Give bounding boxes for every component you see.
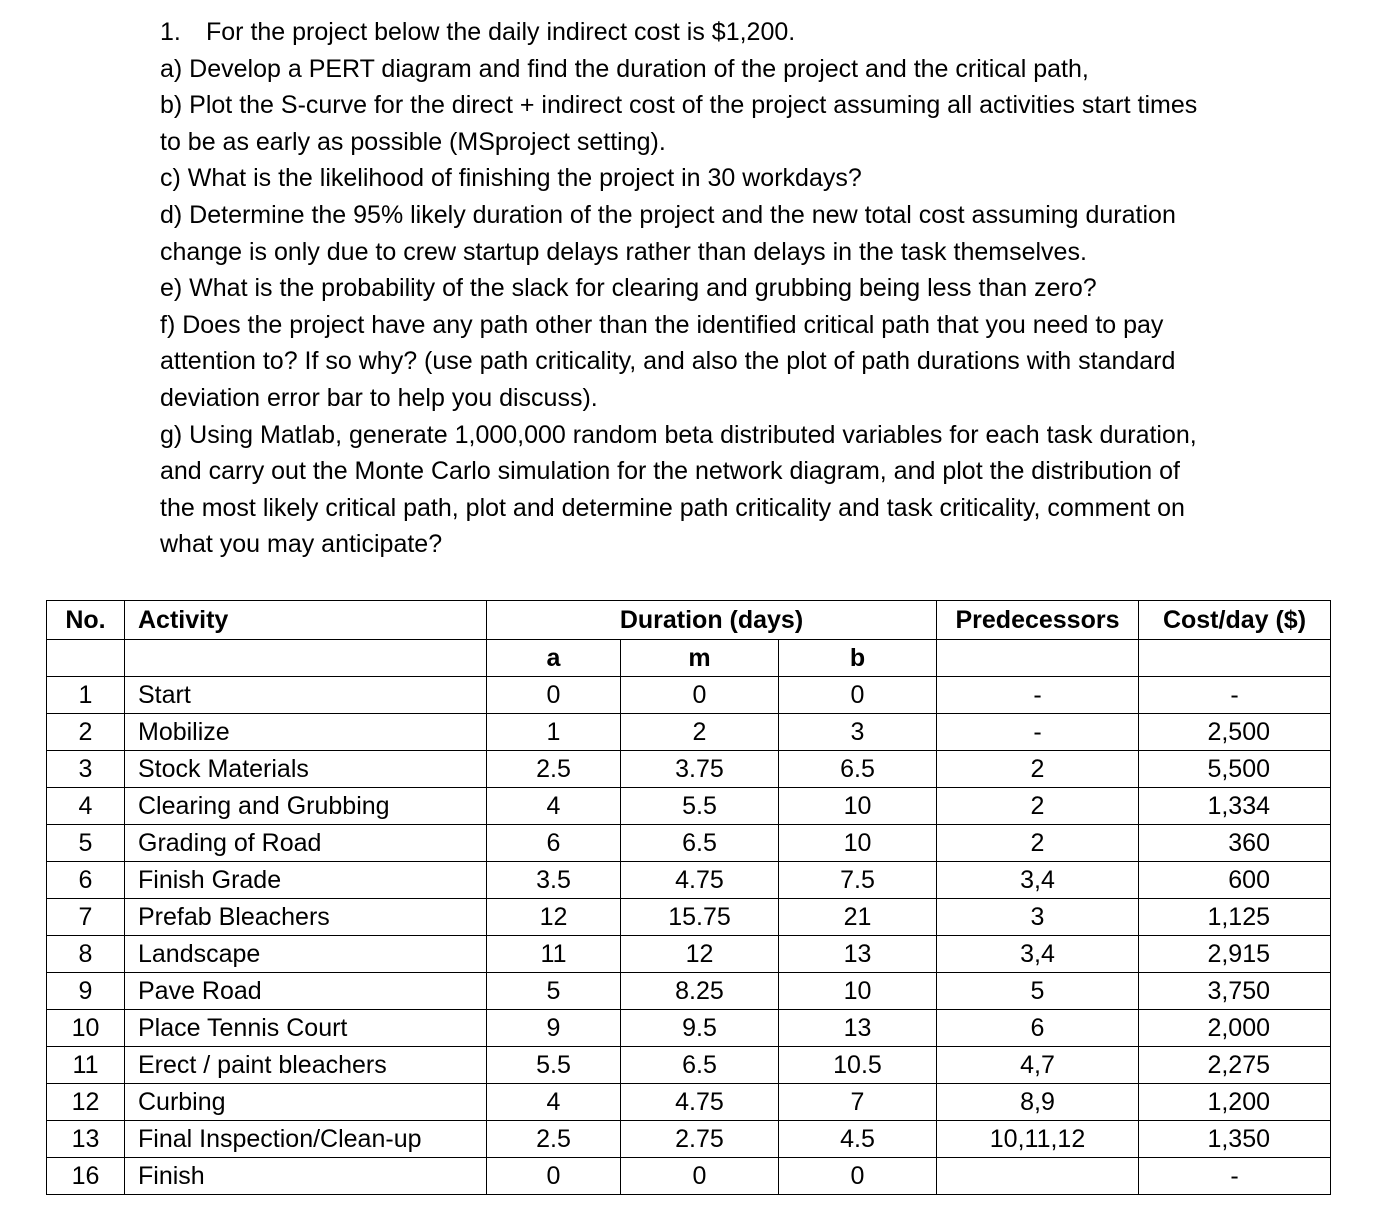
- cell-a: 6: [487, 825, 621, 862]
- cell-m: 3.75: [621, 751, 779, 788]
- cell-no: 2: [47, 714, 125, 751]
- subheader-blank: [1139, 640, 1331, 677]
- cell-a: 0: [487, 1158, 621, 1195]
- cell-cost: 5,500: [1139, 751, 1331, 788]
- table-row: [47, 973, 1331, 1010]
- cell-no: 4: [47, 788, 125, 825]
- cell-activity: Grading of Road: [125, 825, 487, 862]
- cell-activity: Finish Grade: [125, 862, 487, 899]
- cell-m: 12: [621, 936, 779, 973]
- header-no: No.: [47, 601, 125, 640]
- cell-b: 7: [779, 1084, 937, 1121]
- cell-cost: -: [1139, 1158, 1331, 1195]
- problem-line: deviation error bar to help you discuss).: [160, 383, 598, 412]
- header-predecessors: Predecessors: [937, 601, 1139, 640]
- problem-line: change is only due to crew startup delays rather than delays in the task themselves.: [160, 237, 1087, 266]
- cell-a: 5: [487, 973, 621, 1010]
- table-row: [47, 714, 1331, 751]
- table-row: [47, 1121, 1331, 1158]
- cell-activity: Prefab Bleachers: [125, 899, 487, 936]
- problem-line: to be as early as possible (MSproject setting).: [160, 127, 666, 156]
- cell-b: 21: [779, 899, 937, 936]
- cell-no: 16: [47, 1158, 125, 1195]
- subheader-a: a: [487, 640, 621, 677]
- cell-a: 2.5: [487, 751, 621, 788]
- header-activity: Activity: [125, 601, 487, 640]
- cell-a: 4: [487, 788, 621, 825]
- cell-predecessors: 8,9: [937, 1084, 1139, 1121]
- problem-number: 1.: [160, 18, 181, 46]
- cell-a: 12: [487, 899, 621, 936]
- table-row: [47, 677, 1331, 714]
- cell-predecessors: 3,4: [937, 862, 1139, 899]
- cell-activity: Landscape: [125, 936, 487, 973]
- problem-line: what you may anticipate?: [160, 530, 443, 559]
- cell-no: 1: [47, 677, 125, 714]
- cell-m: 0: [621, 1158, 779, 1195]
- table-row: [47, 1010, 1331, 1047]
- cell-no: 11: [47, 1047, 125, 1084]
- cell-m: 2: [621, 714, 779, 751]
- cell-cost: 1,125: [1139, 899, 1331, 936]
- cell-b: 3: [779, 714, 937, 751]
- cell-cost: 3,750: [1139, 973, 1331, 1010]
- cell-cost: -: [1139, 677, 1331, 714]
- cell-m: 15.75: [621, 899, 779, 936]
- subheader-blank: [125, 640, 487, 677]
- header-duration: Duration (days): [487, 601, 937, 640]
- cell-activity: Start: [125, 677, 487, 714]
- table-row: [47, 1084, 1331, 1121]
- cell-predecessors: -: [937, 677, 1139, 714]
- cell-predecessors: 2: [937, 788, 1139, 825]
- cell-predecessors: -: [937, 714, 1139, 751]
- table-row: [47, 1047, 1331, 1084]
- activity-table: [46, 600, 1331, 1195]
- cell-m: 9.5: [621, 1010, 779, 1047]
- cell-m: 8.25: [621, 973, 779, 1010]
- problem-line: e) What is the probability of the slack for clearing and grubbing being less than zero?: [160, 274, 1097, 303]
- subheader-blank: [47, 640, 125, 677]
- problem-line: the most likely critical path, plot and determine path criticality and task criticality, comment on: [160, 493, 1185, 522]
- cell-m: 0: [621, 677, 779, 714]
- problem-line: f) Does the project have any path other than the identified critical path that you need to pay: [160, 310, 1164, 339]
- cell-no: 12: [47, 1084, 125, 1121]
- cell-b: 13: [779, 936, 937, 973]
- cell-cost: 1,350: [1139, 1121, 1331, 1158]
- cell-no: 3: [47, 751, 125, 788]
- cell-no: 8: [47, 936, 125, 973]
- problem-intro: For the project below the daily indirect cost is $1,200.: [206, 18, 796, 46]
- problem-line: attention to? If so why? (use path criticality, and also the plot of path durations with standard: [160, 347, 1176, 376]
- subheader-blank: [937, 640, 1139, 677]
- cell-m: 4.75: [621, 1084, 779, 1121]
- table-body: [47, 677, 1331, 1195]
- cell-activity: Stock Materials: [125, 751, 487, 788]
- cell-no: 13: [47, 1121, 125, 1158]
- problem-line: and carry out the Monte Carlo simulation for the network diagram, and plot the distribution of: [160, 457, 1180, 486]
- cell-a: 1: [487, 714, 621, 751]
- cell-a: 5.5: [487, 1047, 621, 1084]
- cell-cost: 600: [1139, 862, 1331, 899]
- problem-heading: [160, 14, 1330, 51]
- problem-line: c) What is the likelihood of finishing the project in 30 workdays?: [160, 164, 862, 193]
- cell-cost: 2,915: [1139, 936, 1331, 973]
- cell-predecessors: 3: [937, 899, 1139, 936]
- table-row: [47, 862, 1331, 899]
- cell-activity: Finish: [125, 1158, 487, 1195]
- cell-activity: Clearing and Grubbing: [125, 788, 487, 825]
- cell-predecessors: 2: [937, 825, 1139, 862]
- problem-line: b) Plot the S-curve for the direct + indirect cost of the project assuming all activities start times: [160, 91, 1198, 120]
- cell-a: 11: [487, 936, 621, 973]
- table-row: [47, 751, 1331, 788]
- cell-m: 5.5: [621, 788, 779, 825]
- cell-activity: Erect / paint bleachers: [125, 1047, 487, 1084]
- cell-activity: Pave Road: [125, 973, 487, 1010]
- cell-no: 10: [47, 1010, 125, 1047]
- cell-m: 6.5: [621, 825, 779, 862]
- subheader-b: b: [779, 640, 937, 677]
- cell-b: 10: [779, 973, 937, 1010]
- table-header-row: [47, 601, 1331, 640]
- cell-a: 9: [487, 1010, 621, 1047]
- cell-activity: Final Inspection/Clean-up: [125, 1121, 487, 1158]
- problem-line: d) Determine the 95% likely duration of the project and the new total cost assuming duration: [160, 200, 1176, 229]
- cell-m: 4.75: [621, 862, 779, 899]
- cell-b: 10: [779, 788, 937, 825]
- cell-activity: Mobilize: [125, 714, 487, 751]
- cell-predecessors: 6: [937, 1010, 1139, 1047]
- header-cost: Cost/day ($): [1139, 601, 1331, 640]
- table-row: [47, 899, 1331, 936]
- cell-b: 6.5: [779, 751, 937, 788]
- cell-b: 0: [779, 677, 937, 714]
- cell-cost: 360: [1139, 825, 1331, 862]
- cell-b: 7.5: [779, 862, 937, 899]
- cell-a: 3.5: [487, 862, 621, 899]
- cell-a: 2.5: [487, 1121, 621, 1158]
- table-row: [47, 788, 1331, 825]
- cell-a: 4: [487, 1084, 621, 1121]
- cell-cost: 2,000: [1139, 1010, 1331, 1047]
- cell-activity: Place Tennis Court: [125, 1010, 487, 1047]
- cell-b: 13: [779, 1010, 937, 1047]
- cell-activity: Curbing: [125, 1084, 487, 1121]
- table-row: [47, 936, 1331, 973]
- cell-b: 10: [779, 825, 937, 862]
- cell-predecessors: [937, 1158, 1139, 1195]
- cell-b: 4.5: [779, 1121, 937, 1158]
- cell-cost: 1,200: [1139, 1084, 1331, 1121]
- cell-cost: 1,334: [1139, 788, 1331, 825]
- cell-no: 9: [47, 973, 125, 1010]
- table-row: [47, 825, 1331, 862]
- cell-predecessors: 3,4: [937, 936, 1139, 973]
- cell-predecessors: 4,7: [937, 1047, 1139, 1084]
- cell-b: 0: [779, 1158, 937, 1195]
- cell-no: 6: [47, 862, 125, 899]
- cell-m: 6.5: [621, 1047, 779, 1084]
- cell-predecessors: 5: [937, 973, 1139, 1010]
- cell-predecessors: 10,11,12: [937, 1121, 1139, 1158]
- problem-statement: [160, 14, 1330, 563]
- problem-line: a) Develop a PERT diagram and find the duration of the project and the critical path,: [160, 54, 1089, 83]
- cell-b: 10.5: [779, 1047, 937, 1084]
- cell-no: 5: [47, 825, 125, 862]
- cell-predecessors: 2: [937, 751, 1139, 788]
- table-row: [47, 1158, 1331, 1195]
- subheader-m: m: [621, 640, 779, 677]
- problem-line: g) Using Matlab, generate 1,000,000 random beta distributed variables for each task duration,: [160, 420, 1197, 449]
- cell-cost: 2,275: [1139, 1047, 1331, 1084]
- table-subheader-row: [47, 640, 1331, 677]
- cell-cost: 2,500: [1139, 714, 1331, 751]
- cell-m: 2.75: [621, 1121, 779, 1158]
- cell-a: 0: [487, 677, 621, 714]
- cell-no: 7: [47, 899, 125, 936]
